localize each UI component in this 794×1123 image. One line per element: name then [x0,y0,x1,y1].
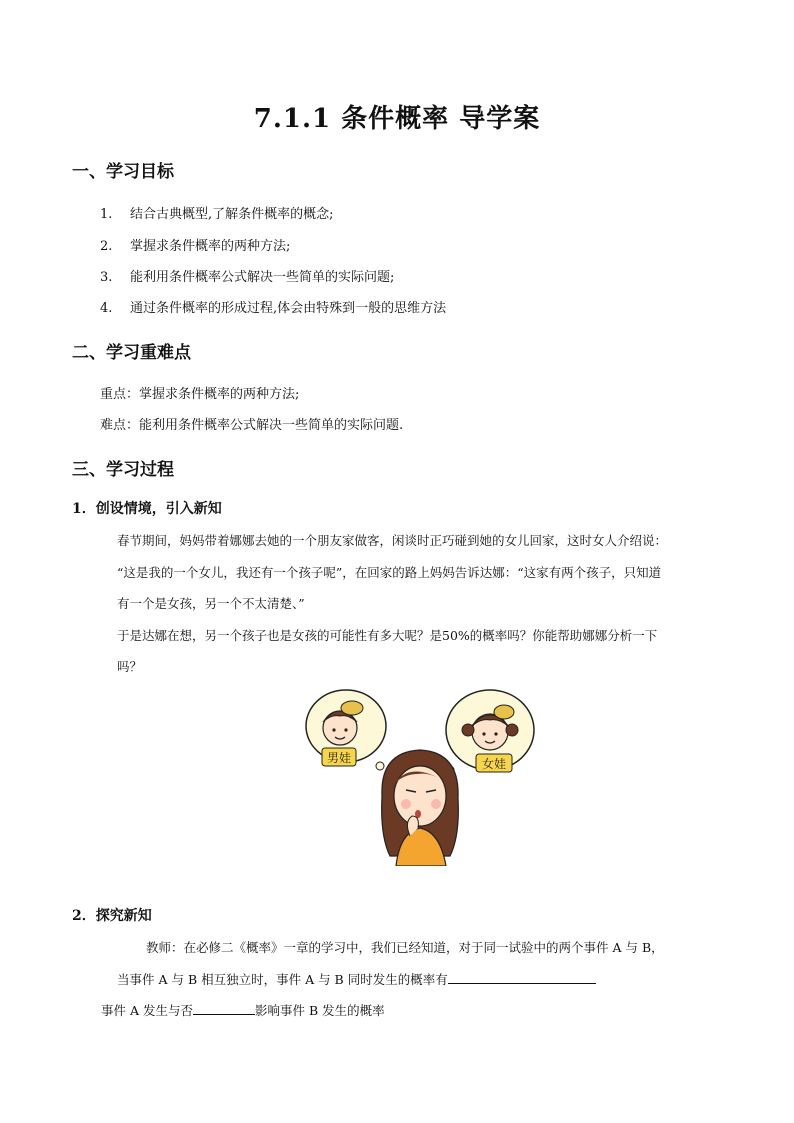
explore-line-3-prefix: 事件 A 发生与否 [101,1003,193,1018]
goal-item-3 [100,266,394,285]
explore-line-1: 教师：在必修二《概率》一章的学习中，我们已经知道，对于同一试验中的两个事件 A 与 B， [146,940,664,955]
girl-label: 女娃 [481,757,507,771]
key-point: 重点：掌握求条件概率的两种方法; [100,387,300,402]
explore-line-3 [101,1000,385,1019]
goal-item-2 [100,235,290,254]
answer-blank-1[interactable] [448,969,596,984]
answer-blank-2[interactable] [193,1000,255,1015]
goal-text: 能利用条件概率公式解决一些简单的实际问题; [130,270,395,285]
explore-line-2 [117,969,596,988]
section-heading-goals: 一、学习目标 [72,162,174,182]
goal-text: 掌握求条件概率的两种方法; [130,239,291,254]
subsection-heading-situation: 1．创设情境，引入新知 [72,501,222,517]
story-line-4: 于是达娜在想，另一个孩子也是女孩的可能性有多大呢？是50%的概率吗？你能帮助娜娜分析一下 [117,628,658,643]
boy-label: 男娃 [326,751,352,765]
section-heading-key-points: 二、学习重难点 [72,343,191,363]
explore-line-2-text: 当事件 A 与 B 相互独立时，事件 A 与 B 同时发生的概率有 [117,972,448,987]
difficult-point: 难点：能利用条件概率公式解决一些简单的实际问题. [100,418,404,433]
goal-number: 1. [100,207,113,222]
goal-item-1 [100,203,334,222]
subsection-heading-explore: 2．探究新知 [72,908,152,924]
goal-item-4 [100,297,446,316]
story-line-2: “这是我的一个女儿，我还有一个孩子呢”，在回家的路上妈妈告诉达娜：“这家有两个孩子，只知道 [117,565,662,580]
goal-number: 3. [100,270,113,285]
page-title: 7.1.1 条件概率 导学案 [253,104,541,134]
story-line-1: 春节期间，妈妈带着娜娜去她的一个朋友家做客，闲谈时正巧碰到她的女儿回家，这时女人介绍说： [117,533,668,548]
story-line-3: 有一个是女孩，另一个不太清楚、” [117,596,305,611]
goal-number: 4. [100,301,113,316]
story-line-5: 吗？ [117,659,143,674]
section-heading-process: 三、学习过程 [72,460,174,480]
explore-line-3-suffix: 影响事件 B 发生的概率 [254,1003,385,1018]
goal-text: 结合古典概型,了解条件概率的概念; [130,207,334,222]
thinking-mother-illustration [300,686,540,866]
goal-text: 通过条件概率的形成过程,体会由特殊到一般的思维方法 [130,301,447,316]
goal-number: 2. [100,239,113,254]
